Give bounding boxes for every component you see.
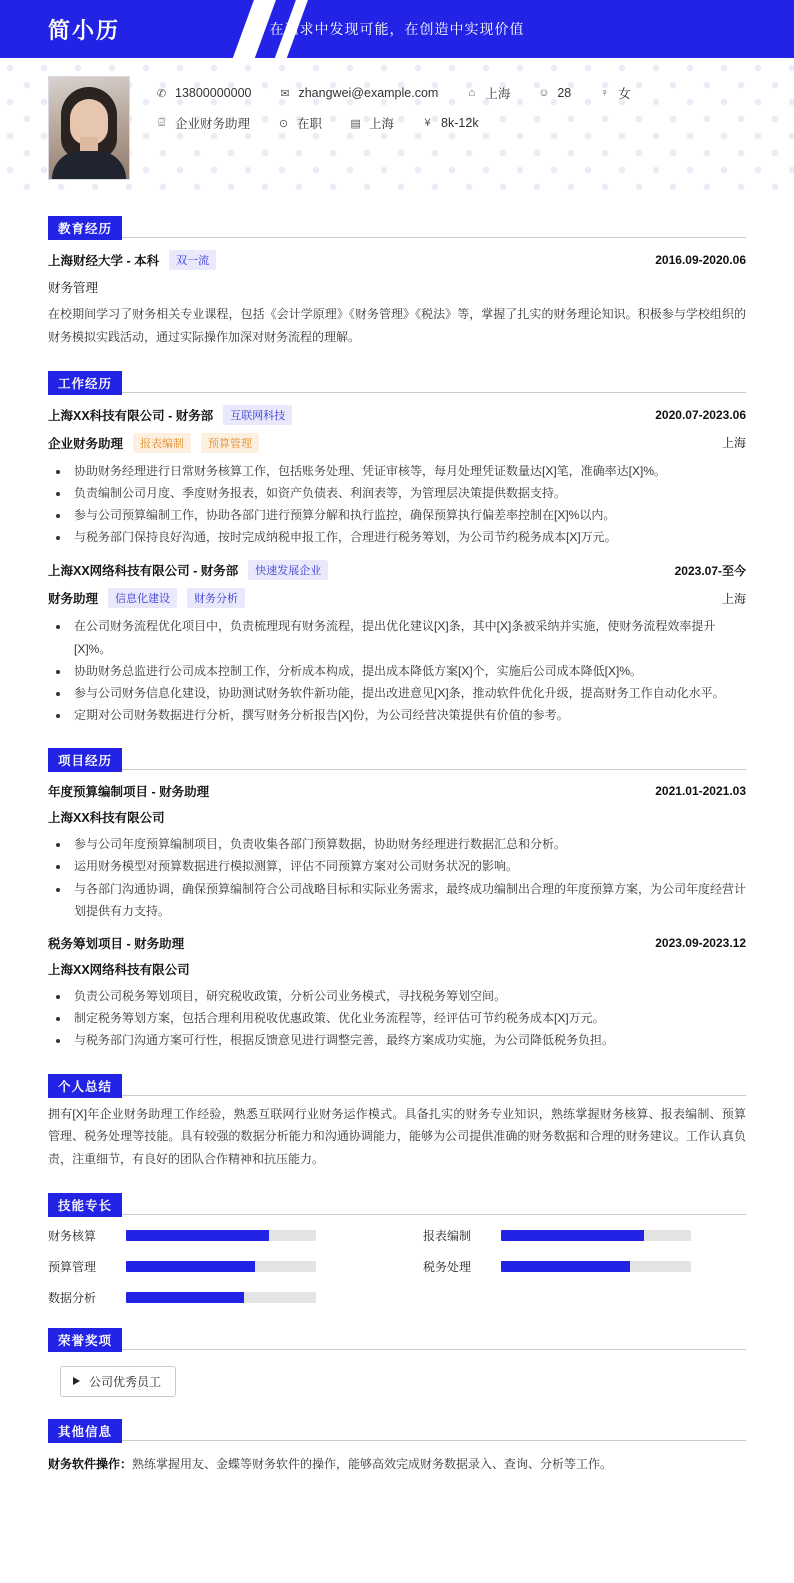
work-role-group [48,588,245,608]
contact-age [536,86,571,101]
skill-label: 税务处理 [423,1259,472,1274]
skill-bar-fill [126,1261,255,1272]
skill-bar [126,1261,316,1272]
section-title-projects: 项目经历 [48,748,122,772]
other-label: 财务软件操作： [48,1456,133,1471]
education-item [48,250,746,349]
skill-item [48,1289,371,1306]
project-item-headline [48,782,746,800]
footer-spacer [0,1476,794,1500]
section-rule [48,769,746,770]
section-title-skills: 技能专长 [48,1193,122,1217]
work-company-group [48,405,292,425]
gender-icon: ♀ [600,87,609,99]
contact-email [277,86,438,101]
skill-bar [501,1230,691,1241]
skill-bar-fill [126,1292,244,1303]
work-location: 上海 [721,591,746,606]
salary-icon: ¥ [424,117,431,129]
skill-item [423,1258,746,1275]
work-role-tag-2: 预算管理 [201,433,259,453]
project-bullet: • 与各部门沟通协调，确保预算编制符合公司战略目标和实际业务需求，最终成功编制出合理的年度预算方案，为公司年度经营计划提供有力支持。 [70,878,746,922]
skill-bar [501,1261,691,1272]
briefcase-icon: ⌸ [158,116,165,129]
education-major: 财务管理 [48,281,99,295]
contact-city [348,114,394,132]
education-school: 上海财经大学 - 本科 [48,254,160,268]
work-bullet: • 与税务部门保持良好沟通，按时完成纳税申报工作，合理进行税务筹划，为公司节约税务成本[X]万元。 [70,526,746,548]
project-bullet: • 负责公司税务筹划项目，研究税收政策，分析公司业务模式，寻找税务筹划空间。 [70,985,746,1007]
contact-status [276,114,322,132]
work-role-tag-2: 财务分析 [187,588,245,608]
section-projects [0,748,794,1051]
contact-row-1 [154,84,746,102]
project-company: 上海XX网络科技有限公司 [48,963,190,978]
section-header-honors [48,1328,746,1350]
project-bullets [48,833,746,922]
section-work [0,371,794,727]
contact-position [154,114,250,132]
skill-label: 财务核算 [48,1228,97,1243]
section-rule [48,1440,746,1441]
section-rule [48,392,746,393]
section-title-work: 工作经历 [48,371,122,395]
section-education [0,216,794,349]
age-icon: ☺ [538,87,550,99]
work-item [48,405,746,549]
project-item [48,782,746,922]
section-title-education: 教育经历 [48,216,122,240]
skill-label: 数据分析 [48,1290,97,1305]
project-date: 2021.01-2021.03 [655,784,746,799]
section-header-summary [48,1074,746,1096]
phone-icon: ✆ [156,87,167,100]
section-title-summary: 个人总结 [48,1074,122,1098]
honors-list [48,1366,746,1397]
skill-item [423,1227,746,1244]
skills-grid [48,1227,746,1306]
project-bullet: • 参与公司年度预算编制项目，负责收集各部门预算数据，协助财务经理进行数据汇总和分析。 [70,833,746,855]
work-role-line [48,588,746,608]
summary-text: 拥有[X]年企业财务助理工作经验，熟悉互联网行业财务运作模式。具备扎实的财务专业知识，熟练掌握财务核算、报表编制、预算管理、税务处理等技能。具有较强的数据分析能力和沟通协调能力，能够为公司提供准确的财务数据和合理的财务建议。工作认真负责，注重细节，有良好的团队合作精神和抗压能力。 [48,1106,746,1167]
section-header-work [48,371,746,393]
section-other [0,1419,794,1476]
skill-bar [126,1292,316,1303]
section-header-skills [48,1193,746,1215]
project-date: 2023.09-2023.12 [655,936,746,951]
education-description: 在校期间学习了财务相关专业课程，包括《会计学原理》《财务管理》《税法》等，掌握了扎实的财务理论知识。积极参与学校组织的财务模拟实践活动，通过实际操作加深对财务流程的理解。 [48,307,746,344]
location-value: 上海 [485,87,511,101]
work-company: 上海XX网络科技有限公司 - 财务部 [48,564,239,579]
work-location: 上海 [721,436,746,451]
work-item [48,560,746,726]
work-company-tag: 互联网科技 [223,405,292,425]
skill-label: 预算管理 [48,1259,97,1274]
contact-salary [420,116,479,131]
work-bullet: • 负责编制公司月度、季度财务报表，如资产负债表、利润表等，为管理层决策提供数据支持。 [70,482,746,504]
work-bullet: • 协助财务总监进行公司成本控制工作，分析成本构成，提出成本降低方案[X]个，实施后公司成本降低[X]%。 [70,660,746,682]
skill-bar-fill [501,1261,630,1272]
project-item-headline [48,934,746,952]
age-value: 28 [557,86,572,100]
section-rule [48,1095,746,1096]
other-item [48,1453,746,1476]
city-icon: ▤ [350,117,361,130]
work-date: 2023.07-至今 [674,563,746,578]
work-bullet: • 参与公司预算编制工作，协助各部门进行预算分解和执行监控，确保预算执行偏差率控制在[X]%以内。 [70,504,746,526]
work-bullet: • 在公司财务流程优化项目中，负责梳理现有财务流程，提出优化建议[X]条，其中[X]条被采纳并实施，使财务流程效率提升[X]%。 [70,615,746,659]
project-bullet: • 制定税务筹划方案，包括合理利用税收优惠政策、优化业务流程等，经评估可节约税务成本[X]万元。 [70,1007,746,1029]
section-rule [48,1214,746,1215]
section-honors [0,1328,794,1397]
section-title-honors: 荣誉奖项 [48,1328,122,1352]
skill-item [48,1227,371,1244]
project-item [48,934,746,1052]
work-item-headline [48,405,746,425]
project-company: 上海XX科技有限公司 [48,811,165,826]
section-rule [48,1349,746,1350]
skill-bar-fill [126,1230,269,1241]
skill-item [48,1258,371,1275]
skill-bar [126,1230,316,1241]
section-skills [0,1193,794,1306]
profile-block [0,58,794,194]
education-tag: 双一流 [169,250,216,270]
work-item-headline [48,560,746,580]
avatar [48,76,130,180]
contact-gender [597,84,631,102]
email-value: zhangwei@example.com [298,86,439,100]
work-company-tag: 快速发展企业 [248,560,328,580]
work-bullet: • 协助财务经理进行日常财务核算工作，包括账务处理、凭证审核等，每月处理凭证数量达[X]笔，准确率达[X]%。 [70,460,746,482]
location-icon: ⌂ [468,87,476,99]
work-role-line [48,433,746,453]
project-bullet: • 与税务部门沟通方案可行性，根据反馈意见进行调整完善，最终方案成功实施，为公司降低税务负担。 [70,1029,746,1051]
contact-location [464,84,510,102]
section-header-other [48,1419,746,1441]
education-item-headline [48,250,746,270]
work-role-tag-1: 信息化建设 [108,588,177,608]
contact-row-2 [154,114,746,132]
work-date: 2020.07-2023.06 [655,407,746,422]
section-summary [0,1074,794,1171]
skill-label: 报表编制 [423,1228,472,1243]
work-company: 上海XX科技有限公司 - 财务部 [48,408,214,423]
project-bullets [48,985,746,1052]
education-date: 2016.09-2020.06 [655,253,746,267]
section-header-education [48,216,746,238]
gender-value: 女 [618,87,631,101]
salary-value: 8k-12k [441,116,479,130]
project-name: 年度预算编制项目 - 财务助理 [48,785,210,800]
header-slogan: 在追求中发现可能，在创造中实现价值 [269,21,525,37]
work-bullet: • 参与公司财务信息化建设，协助测试财务软件新功能，提出改进意见[X]条，推动软件优化升级，提高财务工作自动化水平。 [70,682,746,704]
play-triangle-icon [73,1377,80,1385]
candidate-name: 简小历 [48,17,121,43]
contact-info [154,76,746,144]
avatar-body [52,151,126,179]
work-bullet: • 定期对公司财务数据进行分析，撰写财务分析报告[X]份，为公司经营决策提供有价值的参考。 [70,704,746,726]
work-role: 财务助理 [48,592,99,607]
status-icon: ⊙ [278,117,289,130]
section-title-other: 其他信息 [48,1419,122,1443]
resume-header [0,0,794,58]
education-school-group [48,250,216,270]
contact-phone [154,86,251,101]
other-text: 熟练掌握用友、金蝶等财务软件的操作，能够高效完成财务数据录入、查询、分析等工作。 [132,1456,613,1471]
honor-label: 公司优秀员工 [89,1374,162,1389]
phone-value: 13800000000 [175,86,252,100]
work-role-tag-1: 报表编制 [133,433,191,453]
work-role-group [48,433,259,453]
work-role: 企业财务助理 [48,436,124,451]
section-rule [48,237,746,238]
status-value: 在职 [297,117,323,131]
project-name: 税务筹划项目 - 财务助理 [48,937,185,952]
project-bullet: • 运用财务模型对预算数据进行模拟测算，评估不同预算方案对公司财务状况的影响。 [70,855,746,877]
email-icon: ✉ [280,87,290,100]
honor-item [60,1366,176,1397]
skill-bar-fill [501,1230,644,1241]
position-value: 企业财务助理 [175,117,251,131]
city-value: 上海 [369,117,395,131]
section-header-projects [48,748,746,770]
work-bullets [48,615,746,726]
work-company-group [48,560,328,580]
work-bullets [48,460,746,549]
